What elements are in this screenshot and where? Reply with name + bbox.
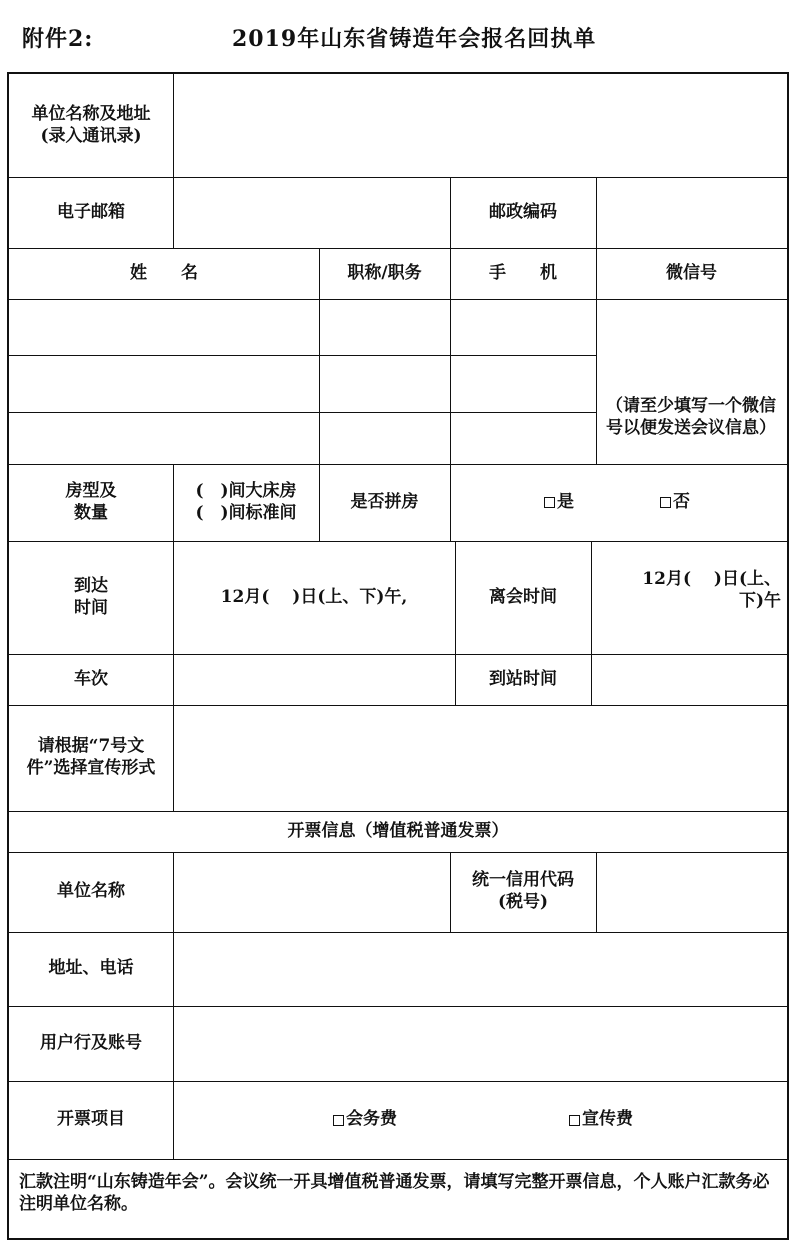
participant-title-field[interactable]: [319, 412, 450, 464]
share-room-options: [450, 464, 787, 541]
checkbox-icon: [660, 497, 671, 508]
form-title: 2019年山东省铸造年会报名回执单: [232, 26, 597, 52]
participant-name-field[interactable]: [9, 299, 319, 355]
participant-mobile-field[interactable]: [450, 412, 596, 464]
share-room-no-label: 否: [673, 491, 690, 512]
share-room-no-checkbox[interactable]: [660, 492, 690, 514]
participant-name-field[interactable]: [9, 412, 319, 464]
participant-mobile-field[interactable]: [450, 299, 596, 355]
participant-mobile-field[interactable]: [450, 355, 596, 412]
email-label: 电子邮箱: [57, 201, 125, 222]
unit-name-address-label: 单位名称及地址 (录入通讯录): [31, 103, 151, 146]
participant-title-field[interactable]: [319, 299, 450, 355]
departure-time-label: 离会时间: [489, 586, 557, 607]
invoice-unit-name-label: 单位名称: [57, 881, 125, 902]
email-field[interactable]: [173, 177, 450, 248]
room-quantity-field[interactable]: ( )间大床房 ( )间标准间: [195, 480, 297, 523]
wechat-field[interactable]: [596, 299, 787, 464]
form-header: [0, 0, 800, 72]
invoice-items-label: 开票项目: [57, 1109, 125, 1130]
station-arrival-label: 到站时间: [489, 668, 557, 689]
col-header-wechat: 微信号: [666, 262, 717, 283]
bank-account-label: 用户行及账号: [40, 1032, 142, 1053]
share-room-label: 是否拼房: [350, 491, 419, 512]
publicity-form-field[interactable]: [173, 705, 787, 811]
wechat-note: （请至少填写一个微信号以便发送会议信息）: [606, 396, 776, 439]
bank-account-field[interactable]: [173, 1006, 787, 1081]
train-number-field[interactable]: [173, 654, 455, 705]
share-room-yes-checkbox[interactable]: [544, 492, 574, 514]
invoice-items-options: [173, 1081, 787, 1159]
invoice-unit-name-field[interactable]: [173, 852, 450, 932]
station-arrival-field[interactable]: [591, 654, 787, 705]
credit-code-label: 统一信用代码 (税号): [472, 870, 574, 912]
checkbox-icon: [333, 1115, 344, 1126]
publicity-fee-checkbox[interactable]: [569, 1109, 633, 1131]
publicity-form-label: 请根据“7号文件”选择宣传形式: [26, 736, 156, 778]
postal-code-label: 邮政编码: [489, 201, 557, 222]
credit-code-field[interactable]: [596, 852, 787, 932]
share-room-yes-label: 是: [557, 491, 574, 512]
invoice-section-header: 开票信息（增值税普通发票）: [287, 820, 509, 841]
departure-time-field[interactable]: 12月( )日(上、 下)午: [642, 569, 781, 611]
remittance-note: 汇款注明“山东铸造年会”。会议统一开具增值税普通发票，请填写完整开票信息，个人账户汇款务必注明单位名称。: [19, 1172, 770, 1215]
room-type-label: 房型及 数量: [65, 480, 117, 523]
address-phone-field[interactable]: [173, 932, 787, 1006]
col-header-mobile: 手 机: [489, 262, 557, 283]
publicity-fee-label: 宣传费: [582, 1109, 633, 1130]
postal-code-field[interactable]: [596, 177, 787, 248]
participant-name-field[interactable]: [9, 355, 319, 412]
meeting-fee-label: 会务费: [346, 1109, 397, 1130]
registration-form-table: [7, 72, 789, 1240]
unit-name-address-field[interactable]: [173, 74, 787, 177]
arrival-time-label: 到达 时间: [74, 575, 108, 618]
meeting-fee-checkbox[interactable]: [333, 1109, 397, 1131]
train-number-label: 车次: [74, 668, 108, 689]
checkbox-icon: [569, 1115, 580, 1126]
arrival-time-field[interactable]: 12月( )日(上、下)午,: [220, 586, 408, 607]
col-header-name: 姓 名: [130, 262, 198, 283]
checkbox-icon: [544, 497, 555, 508]
col-header-title: 职称/职务: [347, 262, 422, 283]
attachment-label: 附件2:: [22, 26, 94, 52]
address-phone-label: 地址、电话: [48, 958, 134, 979]
participant-title-field[interactable]: [319, 355, 450, 412]
